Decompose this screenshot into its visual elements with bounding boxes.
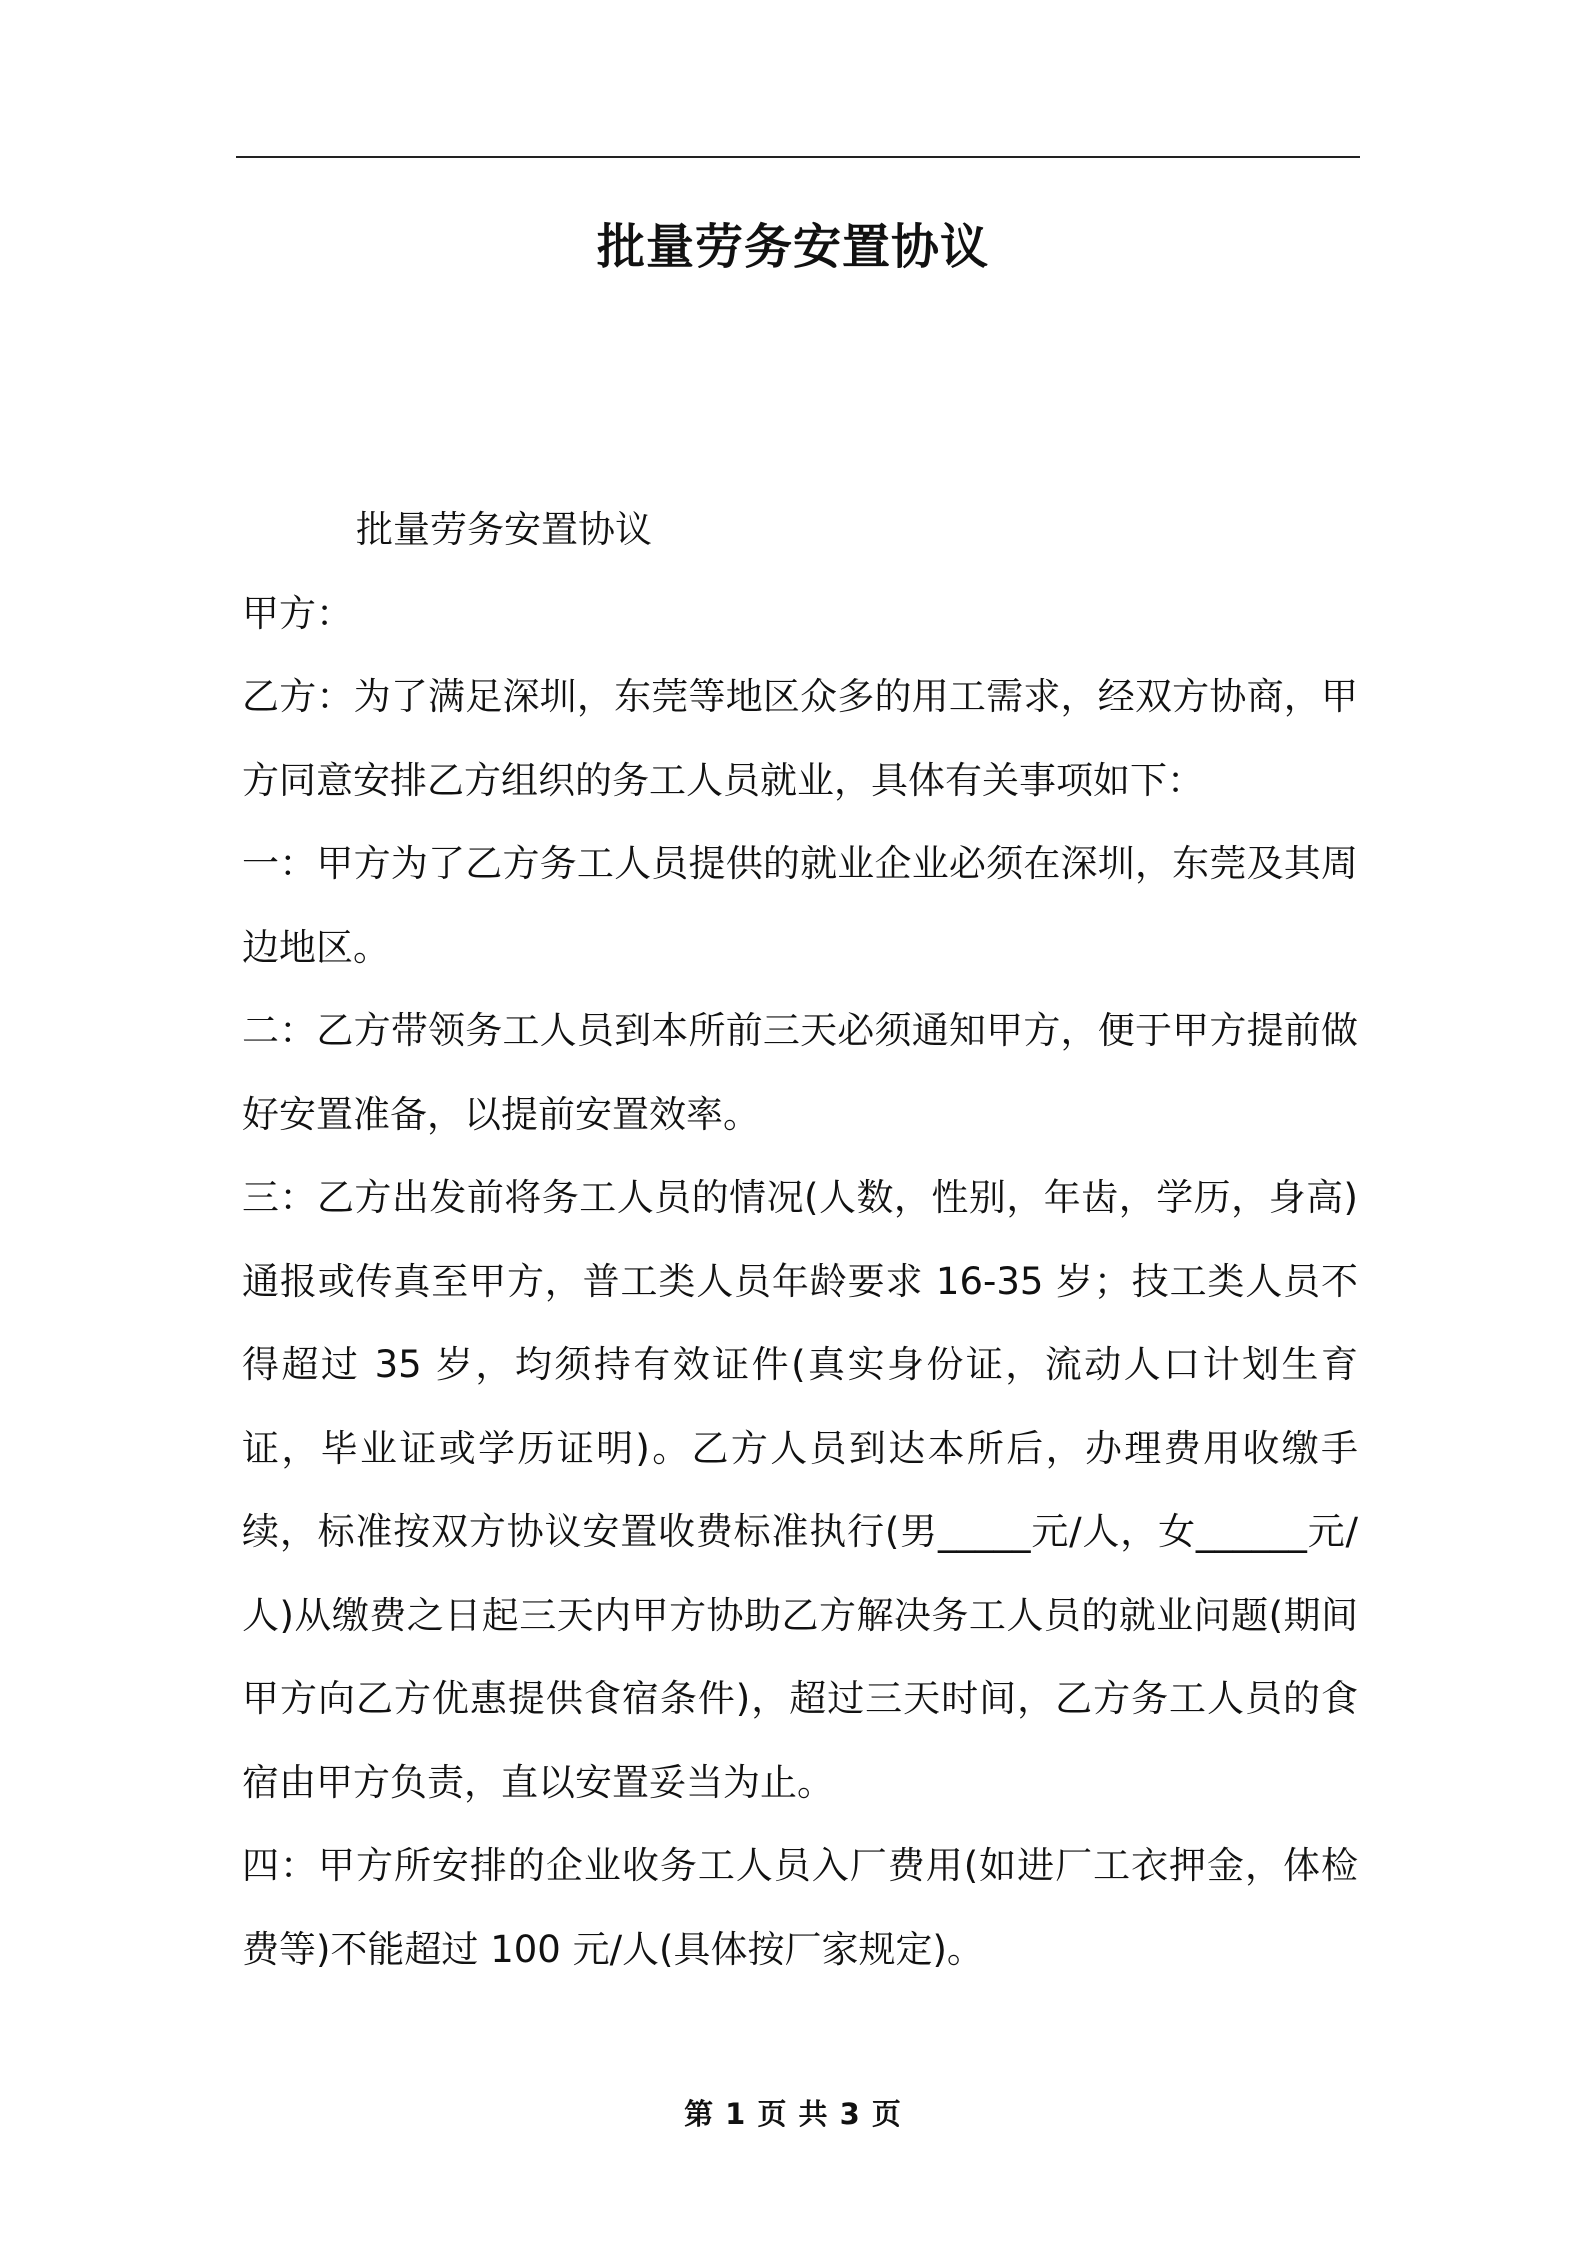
party-a-line: 甲方：: [242, 591, 353, 635]
page-number-footer: 第 1 页 共 3 页: [684, 2097, 902, 2131]
clause-2-paragraph: 二：乙方带领务工人员到本所前三天必须通知甲方，便于甲方提前做好安置准备，以提前安置效率。: [242, 1009, 1358, 1136]
body-subtitle: 批量劳务安置协议: [356, 508, 652, 551]
header-rule: [236, 156, 1360, 158]
clause-3-paragraph: 三：乙方出发前将务工人员的情况(人数，性别，年齿，学历，身高)通报或传真至甲方，普工类人员年龄要求 16-35 岁；技工类人员不得超过 35 岁，均须持有效证件(真实身份证，流动人口计划生育证，毕业证或学历证明)。乙方人员到达本所后，办理费用收缴手续，标准按双方协议安置收费标准执行(男_____元/人，女______元/人)从缴费之日起三天内甲方协助乙方解决务工人员的就业问题(期间甲方向乙方优惠提供食宿条件)，超过三天时间，乙方务工人员的食宿由甲方负责，直以安置妥当为止。: [242, 1176, 1358, 1804]
document-body: [242, 488, 1358, 1991]
party-b-intro-paragraph: 乙方：为了满足深圳，东莞等地区众多的用工需求，经双方协商，甲方同意安排乙方组织的务工人员就业，具体有关事项如下：: [242, 675, 1358, 802]
clause-1-paragraph: 一：甲方为了乙方务工人员提供的就业企业必须在深圳，东莞及其周边地区。: [242, 842, 1358, 969]
document-title: 批量劳务安置协议: [596, 219, 989, 275]
clause-4-paragraph: 四：甲方所安排的企业收务工人员入厂费用(如进厂工衣押金，体检费等)不能超过 100 元/人(具体按厂家规定)。: [242, 1844, 1358, 1971]
